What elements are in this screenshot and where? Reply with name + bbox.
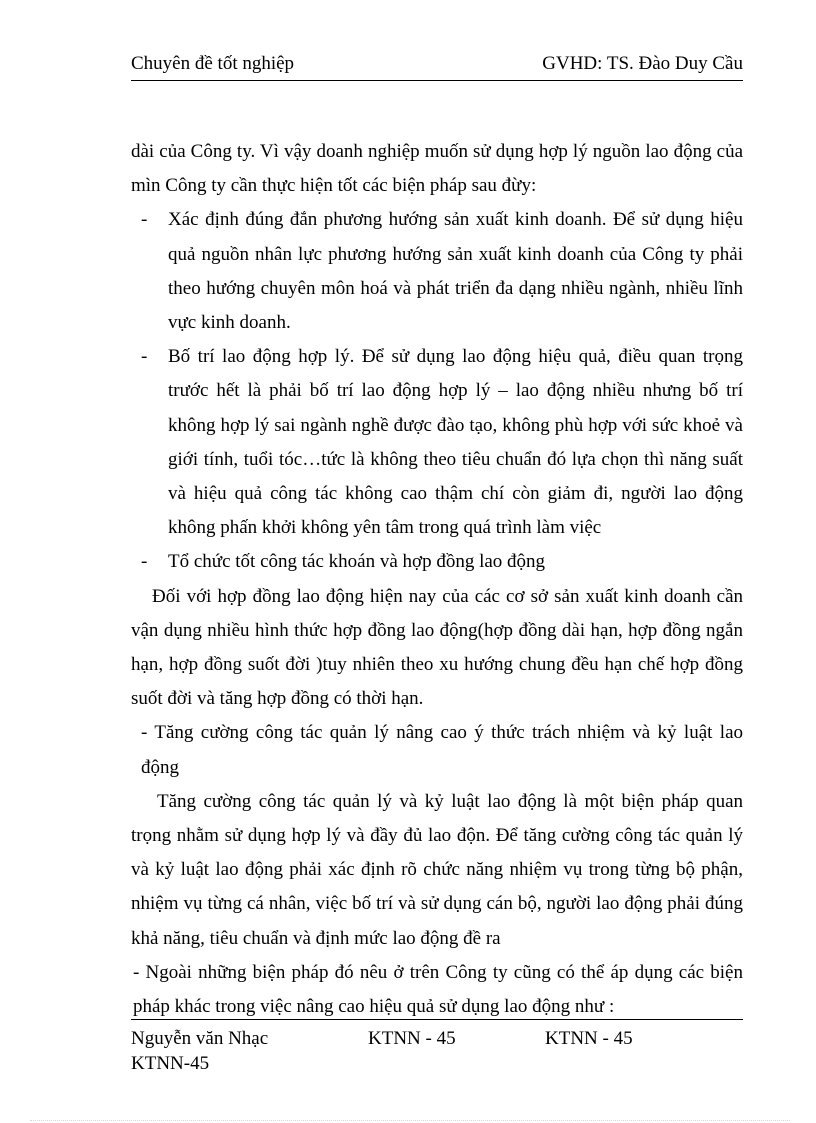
header-title: Chuyên đề tốt nghiệp [131,53,295,74]
bullet-dash: - [141,209,148,231]
bullet-dash: - [141,346,148,368]
footer-class: KTNN-45 [131,1053,210,1074]
paragraph-discipline: Tăng cường công tác quản lý và kỷ luật lao động là một biện pháp quan trọng nhằm sử dụng hợp lý và đầy đủ lao độn. Để tăng cường công tác quản lý và kỷ luật lao động phải xác định rõ chức năng nhiệm vụ trong từng bộ phận, nhiệm vụ từng cá nhân, việc bố trí và sử dụng cán bộ, người lao động phải đúng khả năng, tiêu chuẩn và định mức lao động đề ra [131,790,743,949]
paragraph-discipline-heading: - Tăng cường công tác quản lý nâng cao ý thức trách nhiệm và kỷ luật lao động [141,722,743,778]
bullet-text: Xác định đúng đắn phương hướng sản xuất kinh doanh. Để sử dụng hiệu quả nguồn nhân lực phương hướng sản xuất kinh doanh của Công ty phải theo hướng chuyên môn hoá và phát triển đa dạng nhiều ngành, nhiều lĩnh vực kinh doanh. [168,209,743,334]
footer-rule [131,1019,743,1020]
page-body [131,135,743,1024]
footer-author: Nguyễn văn Nhạc [131,1028,269,1049]
bullet-item [131,545,743,579]
page-edge-divider [30,1120,790,1121]
bullet-text: Bố trí lao động hợp lý. Để sử dụng lao động hiệu quả, điều quan trọng trước hết là phải bố trí lao động hợp lý – lao động nhiều nhưng bố trí không hợp lý sai ngành nghề được đào tạo, không phù hợp với sức khoẻ và giới tính, tuổi tóc…tức là không theo tiêu chuẩn đó lựa chọn thì năng suất và hiệu quả công tác không cao thậm chí còn giảm đi, người lao động không phấn khởi không yên tâm trong quá trình làm việc [168,346,743,539]
bullet-item [131,203,743,340]
bullet-item [131,340,743,545]
header-advisor: GVHD: TS. Đào Duy Cầu [542,53,743,74]
bullet-text: Tổ chức tốt công tác khoán và hợp đồng lao động [168,551,546,573]
footer-page-right: KTNN - 45 [545,1028,633,1049]
paragraph-contracts: Đối với hợp đồng lao động hiện nay của các cơ sở sản xuất kinh doanh cần vận dụng nhiều hình thức hợp đồng lao động(hợp đồng dài hạn, hợp đồng ngắn hạn, hợp đồng suốt đời )tuy nhiên theo xu hướng chung đều hạn chế hợp đồng suốt đời và tăng hợp đồng có thời hạn. [131,585,743,710]
paragraph-other-measures: - Ngoài những biện pháp đó nêu ở trên Công ty cũng có thể áp dụng các biện pháp khác trong việc nâng cao hiệu quả sử dụng lao động như : [133,961,743,1018]
footer-page-center: KTNN - 45 [368,1028,456,1049]
paragraph-intro: dài của Công ty. Vì vậy doanh nghiệp muốn sử dụng hợp lý nguồn lao động của mìn Công ty cần thực hiện tốt các biện pháp sau đừy: [131,141,743,197]
page-header [131,50,743,81]
bullet-dash: - [141,551,148,573]
